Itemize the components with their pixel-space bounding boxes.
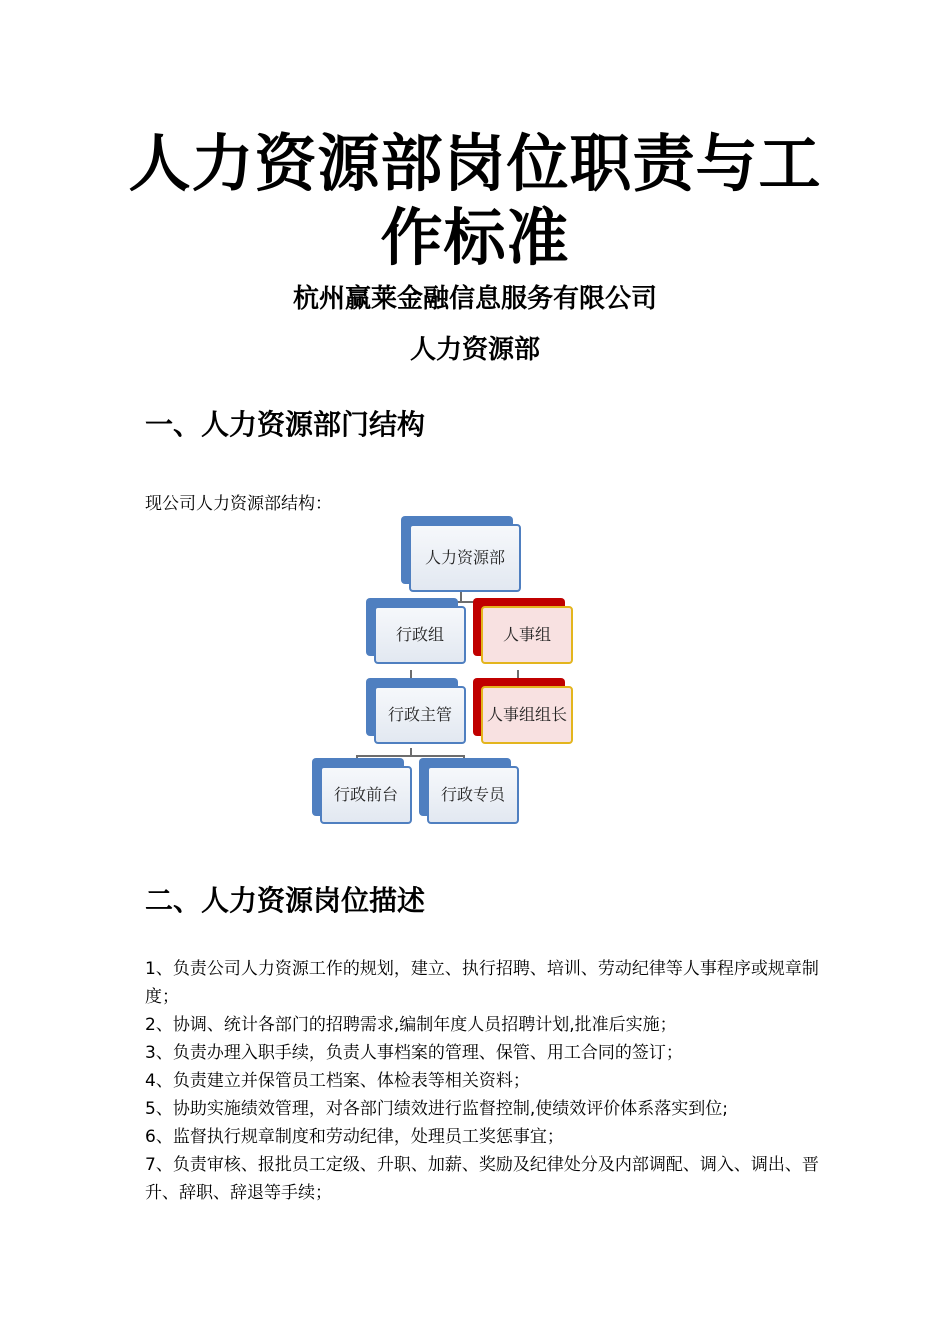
section1-heading: 一、人力资源部门结构 [145,408,426,441]
connector-line [356,755,464,757]
duty-item-4: 4、负责建立并保管员工档案、体检表等相关资料； [145,1071,530,1091]
org-node-root [401,516,521,592]
page-title-line1: 人力资源部岗位职责与工 [128,127,822,200]
structure-intro: 现公司人力资源部结构： [145,494,332,514]
org-node-label: 行政主管 [374,686,466,744]
org-node-label: 行政前台 [320,766,412,824]
page-title-line2: 作标准 [380,201,570,274]
org-node-admin-specialist [419,758,519,824]
org-node-label: 人事组组长 [481,686,573,744]
duty-item-2: 2、协调、统计各部门的招聘需求,编制年度人员招聘计划,批准后实施； [145,1015,677,1035]
org-chart [300,510,590,830]
duty-item-1: 1、负责公司人力资源工作的规划，建立、执行招聘、培训、劳动纪律等人事程序或规章制度； [145,959,819,1007]
org-node-label: 人事组 [481,606,573,664]
org-node-front-desk [312,758,412,824]
org-node-admin-group [366,598,466,664]
duty-item-6: 6、监督执行规章制度和劳动纪律，处理员工奖惩事宜； [145,1127,564,1147]
org-node-label: 人力资源部 [409,524,521,592]
duty-item-3: 3、负责办理入职手续，负责人事档案的管理、保管、用工合同的签订； [145,1043,683,1063]
duty-item-5: 5、协助实施绩效管理，对各部门绩效进行监督控制,使绩效评价体系落实到位; [145,1099,728,1119]
org-node-hr-leader [473,678,573,744]
section2-heading: 二、人力资源岗位描述 [145,884,426,917]
duty-item-7: 7、负责审核、报批员工定级、升职、加薪、奖励及纪律处分及内部调配、调入、调出、晋升、辞职、辞退等手续； [145,1155,819,1203]
org-node-hr-group [473,598,573,664]
org-node-admin-supervisor [366,678,466,744]
company-name: 杭州赢莱金融信息服务有限公司 [292,284,657,314]
department-name: 人力资源部 [409,335,540,365]
org-node-label: 行政专员 [427,766,519,824]
org-node-label: 行政组 [374,606,466,664]
